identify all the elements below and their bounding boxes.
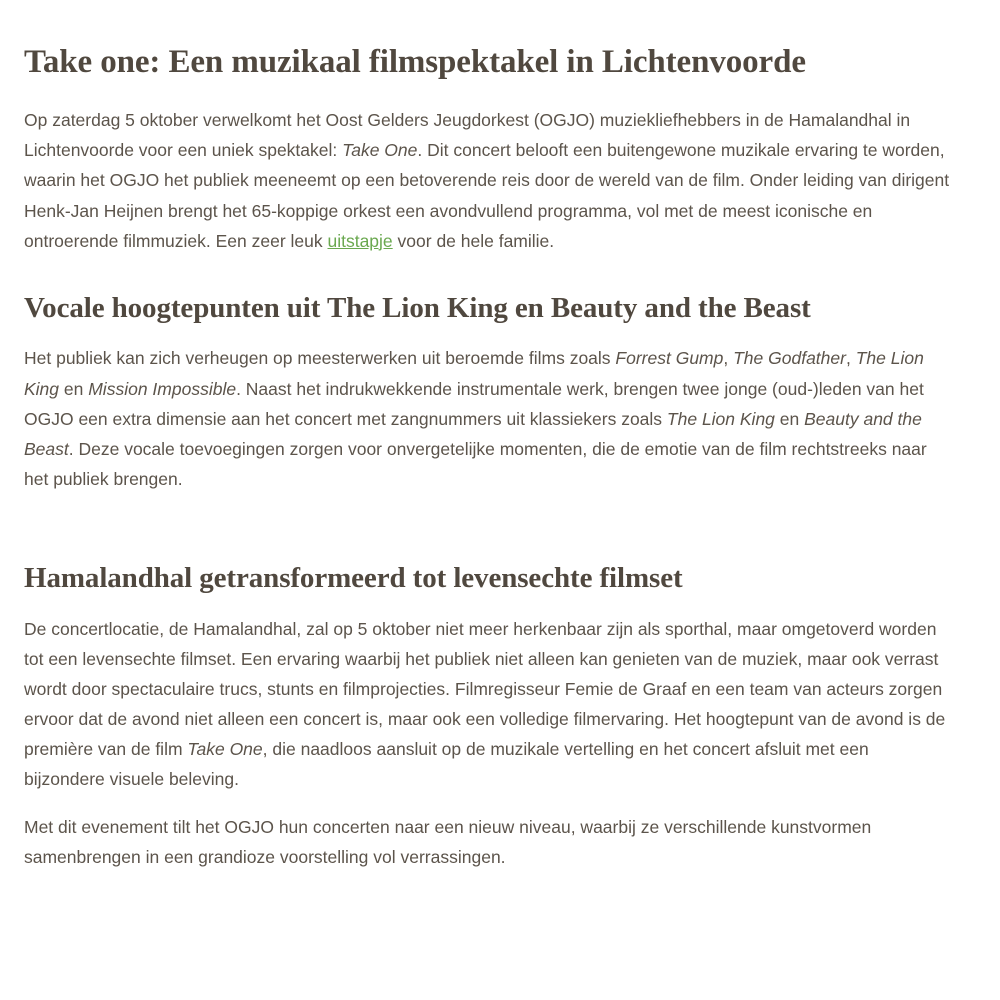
section-heading-vocale-hoogtepunten: Vocale hoogtepunten uit The Lion King en Beauty and the Beast [24, 291, 811, 324]
s2p1-part-1: De concertlocatie, de Hamalandhal, zal op 5 oktober niet meer herkenbaar zijn als sporthal, maar omgetoverd worden tot een levensechte filmset. Een ervaring waarbij het publiek niet alleen kan genieten van de muziek, maar ook verrast wordt door spectaculaire trucs, stunts en filmprojecties. Filmregisseur Femie de Graaf en een team van acteurs zorgen ervoor dat de avond niet alleen een concert is, maar ook een volledige filmervaring. Het hoogtepunt van de avond is de première van de film [24, 618, 946, 759]
s1p1-film-the-godfather: The Godfather [733, 348, 846, 369]
s2p1-film-take-one: Take One [187, 738, 263, 759]
s1p1-film-beauty-and-the-beast: Beauty and the Beast [24, 408, 922, 459]
section-heading-hamalandhal: Hamalandhal getransformeerd tot levensechte filmset [24, 561, 683, 594]
s1p1-part-5: . Naast het indrukwekkende instrumentale werk, brengen twee jonge (oud-)leden van het OGJO een extra dimensie aan het concert met zangnummers uit klassiekers zoals [24, 378, 924, 429]
s1p1-film-mission-impossible: Mission Impossible [88, 378, 237, 399]
section-spacer [24, 512, 954, 526]
s1p1-part-7: . Deze vocale toevoegingen zorgen voor onvergetelijke momenten, die de emotie van de film rechtstreeks naar het publiek brengen. [24, 438, 927, 489]
section-2-paragraph-1 [24, 614, 954, 795]
intro-text-part-2: . Dit concert belooft een buitengewone muzikale ervaring te worden, waarin het OGJO het publiek meeneemt op een betoverende reis door de wereld van de film. Onder leiding van dirigent Henk-Jan Heijnen brengt het 65-koppige orkest een avondvullend programma, vol met de meest iconische en ontroerende filmmuziek. Een zeer leuk [24, 140, 950, 251]
intro-film-title-take-one: Take One [342, 140, 418, 161]
s1p1-part-1: Het publiek kan zich verheugen op meesterwerken uit beroemde films zoals [24, 348, 616, 369]
section-2-paragraph-2 [24, 812, 954, 872]
intro-paragraph [24, 105, 954, 255]
s1p1-film-the-lion-king-2: The Lion King [666, 408, 775, 429]
intro-text-part-3: voor de hele familie. [392, 230, 555, 251]
s2p2-part-1: Met dit evenement tilt het OGJO hun concerten naar een nieuw niveau, waarbij ze verschillende kunstvormen samenbrengen in een grandioze voorstelling vol verrassingen. [24, 817, 872, 868]
s1p1-film-the-lion-king: The Lion King [24, 348, 924, 399]
intro-text-part-1: Op zaterdag 5 oktober verwelkomt het Oost Gelders Jeugdorkest (OGJO) muziekliefhebbers in de Hamalandhal in Lichtenvoorde voor een uniek spektakel: [24, 110, 911, 161]
s2p1-part-2: , die naadloos aansluit op de muzikale vertelling en het concert afsluit met een bijzondere visuele beleving. [24, 738, 869, 790]
s1p1-part-6: en [774, 408, 805, 429]
s1p1-part-2: , [723, 348, 734, 369]
page-title: Take one: Een muzikaal filmspektakel in Lichtenvoorde [24, 44, 806, 80]
section-1-paragraph-1 [24, 343, 954, 493]
s1p1-part-4: en [59, 378, 89, 399]
s1p1-film-forrest-gump: Forrest Gump [615, 348, 724, 369]
s1p1-part-3: , [845, 348, 856, 369]
uitstapje-link[interactable]: uitstapje [327, 230, 393, 251]
